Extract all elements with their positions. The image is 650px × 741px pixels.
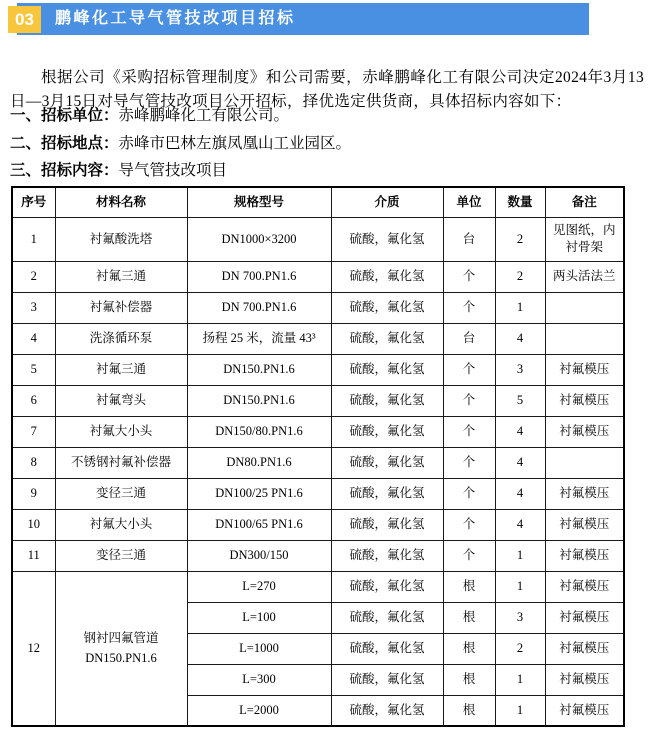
cell-material: 衬氟三通 <box>55 354 187 385</box>
section-value: 导气管技改项目 <box>118 162 228 179</box>
cell-serial: 3 <box>12 292 55 323</box>
cell-unit: 根 <box>443 664 495 695</box>
header-unit: 单位 <box>443 187 495 217</box>
header-remark: 备注 <box>545 187 624 217</box>
cell-remark: 衬氟模压 <box>545 633 624 664</box>
cell-remark: 两头活法兰 <box>545 261 624 292</box>
cell-serial: 8 <box>12 447 55 478</box>
section-label: 三、招标内容： <box>10 162 119 179</box>
cell-medium: 硫酸，氟化氢 <box>331 416 443 447</box>
material-line-1: 钢衬四氟管道 <box>83 631 159 646</box>
table-row-group <box>12 571 624 602</box>
cell-serial: 7 <box>12 416 55 447</box>
cell-medium: 硫酸，氟化氢 <box>331 664 443 695</box>
header-serial: 序号 <box>12 187 55 217</box>
material-line-2: DN150.PN1.6 <box>85 651 157 666</box>
cell-material: 变径三通 <box>55 478 187 509</box>
section-line-content <box>10 157 644 185</box>
section-value: 赤峰市巴林左旗凤凰山工业园区。 <box>118 134 352 152</box>
cell-serial: 6 <box>12 385 55 416</box>
cell-spec: L=100 <box>187 602 331 633</box>
table-row <box>12 447 624 478</box>
table-row <box>12 261 624 292</box>
cell-spec: 扬程 25 米，流量 43³ <box>187 323 331 354</box>
cell-serial: 4 <box>12 323 55 354</box>
cell-unit: 个 <box>443 447 495 478</box>
cell-medium: 硫酸，氟化氢 <box>331 292 443 323</box>
cell-qty: 1 <box>495 292 545 323</box>
cell-spec: DN80.PN1.6 <box>187 447 331 478</box>
cell-unit: 台 <box>443 217 495 261</box>
cell-remark: 衬氟模压 <box>545 571 624 602</box>
header-medium: 介质 <box>331 187 443 217</box>
table-header-row <box>12 187 624 217</box>
cell-spec: DN1000×3200 <box>187 217 331 261</box>
cell-material <box>55 571 187 726</box>
section-label: 一、招标单位： <box>10 107 119 124</box>
cell-material: 衬氟弯头 <box>55 385 187 416</box>
table-row <box>12 478 624 509</box>
cell-material: 衬氟补偿器 <box>55 292 187 323</box>
cell-remark <box>545 292 624 323</box>
table-row <box>12 323 624 354</box>
cell-remark: 衬氟模压 <box>545 664 624 695</box>
bid-info-sections <box>10 102 644 185</box>
cell-remark: 衬氟模压 <box>545 416 624 447</box>
cell-medium: 硫酸，氟化氢 <box>331 540 443 571</box>
table-row <box>12 292 624 323</box>
header-material: 材料名称 <box>55 187 187 217</box>
cell-qty: 2 <box>495 633 545 664</box>
section-number-badge: 03 <box>8 6 41 33</box>
table-row <box>12 416 624 447</box>
cell-unit: 根 <box>443 633 495 664</box>
cell-unit: 个 <box>443 385 495 416</box>
section-line-unit <box>10 102 644 130</box>
table-row <box>12 509 624 540</box>
cell-remark: 见图纸，内衬骨架 <box>545 217 624 261</box>
cell-spec: DN 700.PN1.6 <box>187 292 331 323</box>
cell-unit: 根 <box>443 602 495 633</box>
cell-qty: 1 <box>495 695 545 726</box>
cell-spec: DN150.PN1.6 <box>187 385 331 416</box>
cell-qty: 3 <box>495 602 545 633</box>
cell-spec: DN100/65 PN1.6 <box>187 509 331 540</box>
cell-unit: 个 <box>443 261 495 292</box>
cell-spec: L=1000 <box>187 633 331 664</box>
cell-medium: 硫酸，氟化氢 <box>331 509 443 540</box>
cell-spec: L=270 <box>187 571 331 602</box>
section-value: 赤峰鹏峰化工有限公司。 <box>118 107 290 124</box>
cell-serial: 12 <box>12 571 55 726</box>
cell-medium: 硫酸，氟化氢 <box>331 695 443 726</box>
cell-remark: 衬氟模压 <box>545 509 624 540</box>
cell-qty: 2 <box>495 217 545 261</box>
cell-medium: 硫酸，氟化氢 <box>331 478 443 509</box>
cell-remark: 衬氟模压 <box>545 695 624 726</box>
intro-paragraph: 根据公司《采购招标管理制度》和公司需要，赤峰鹏峰化工有限公司决定2024年3月13日—3月15日对导气管技改项目公开招标，择优选定供货商，具体招标内容如下： <box>10 68 644 110</box>
cell-spec: DN150.PN1.6 <box>187 354 331 385</box>
cell-remark: 衬氟模压 <box>545 540 624 571</box>
cell-serial: 10 <box>12 509 55 540</box>
cell-unit: 个 <box>443 416 495 447</box>
cell-spec: L=2000 <box>187 695 331 726</box>
cell-material: 衬氟三通 <box>55 261 187 292</box>
materials-table <box>11 186 625 727</box>
cell-medium: 硫酸，氟化氢 <box>331 571 443 602</box>
cell-qty: 1 <box>495 540 545 571</box>
cell-qty: 2 <box>495 261 545 292</box>
cell-spec: DN150/80.PN1.6 <box>187 416 331 447</box>
cell-serial: 11 <box>12 540 55 571</box>
header-spec: 规格型号 <box>187 187 331 217</box>
cell-remark: 衬氟模压 <box>545 385 624 416</box>
cell-unit: 个 <box>443 354 495 385</box>
cell-medium: 硫酸，氟化氢 <box>331 261 443 292</box>
cell-remark <box>545 323 624 354</box>
cell-material: 衬氟大小头 <box>55 509 187 540</box>
cell-qty: 4 <box>495 416 545 447</box>
cell-qty: 4 <box>495 447 545 478</box>
cell-remark: 衬氟模压 <box>545 478 624 509</box>
cell-spec: DN300/150 <box>187 540 331 571</box>
cell-material: 衬氟大小头 <box>55 416 187 447</box>
cell-unit: 根 <box>443 571 495 602</box>
cell-serial: 1 <box>12 217 55 261</box>
cell-spec: L=300 <box>187 664 331 695</box>
cell-unit: 个 <box>443 540 495 571</box>
cell-medium: 硫酸，氟化氢 <box>331 323 443 354</box>
cell-qty: 1 <box>495 571 545 602</box>
cell-unit: 个 <box>443 292 495 323</box>
cell-medium: 硫酸，氟化氢 <box>331 385 443 416</box>
section-label: 二、招标地点： <box>10 134 119 152</box>
cell-qty: 1 <box>495 664 545 695</box>
cell-material: 不锈钢衬氟补偿器 <box>55 447 187 478</box>
cell-remark <box>545 447 624 478</box>
header-qty: 数量 <box>495 187 545 217</box>
cell-material: 衬氟酸洗塔 <box>55 217 187 261</box>
cell-unit: 根 <box>443 695 495 726</box>
table-row <box>12 540 624 571</box>
cell-medium: 硫酸，氟化氢 <box>331 217 443 261</box>
cell-medium: 硫酸，氟化氢 <box>331 354 443 385</box>
cell-unit: 台 <box>443 323 495 354</box>
cell-medium: 硫酸，氟化氢 <box>331 633 443 664</box>
cell-qty: 5 <box>495 385 545 416</box>
cell-remark: 衬氟模压 <box>545 354 624 385</box>
table-row <box>12 217 624 261</box>
table-row <box>12 354 624 385</box>
cell-qty: 4 <box>495 478 545 509</box>
cell-qty: 4 <box>495 323 545 354</box>
page-title: 鹏峰化工导气管技改项目招标 <box>55 10 296 27</box>
cell-serial: 2 <box>12 261 55 292</box>
cell-remark: 衬氟模压 <box>545 602 624 633</box>
cell-unit: 个 <box>443 509 495 540</box>
cell-medium: 硫酸，氟化氢 <box>331 447 443 478</box>
table-row <box>12 385 624 416</box>
cell-qty: 3 <box>495 354 545 385</box>
section-line-location <box>10 130 644 158</box>
cell-serial: 9 <box>12 478 55 509</box>
cell-spec: DN 700.PN1.6 <box>187 261 331 292</box>
cell-medium: 硫酸，氟化氢 <box>331 602 443 633</box>
cell-spec: DN100/25 PN1.6 <box>187 478 331 509</box>
cell-unit: 个 <box>443 478 495 509</box>
cell-material: 洗涤循环泵 <box>55 323 187 354</box>
cell-serial: 5 <box>12 354 55 385</box>
cell-qty: 4 <box>495 509 545 540</box>
cell-material: 变径三通 <box>55 540 187 571</box>
